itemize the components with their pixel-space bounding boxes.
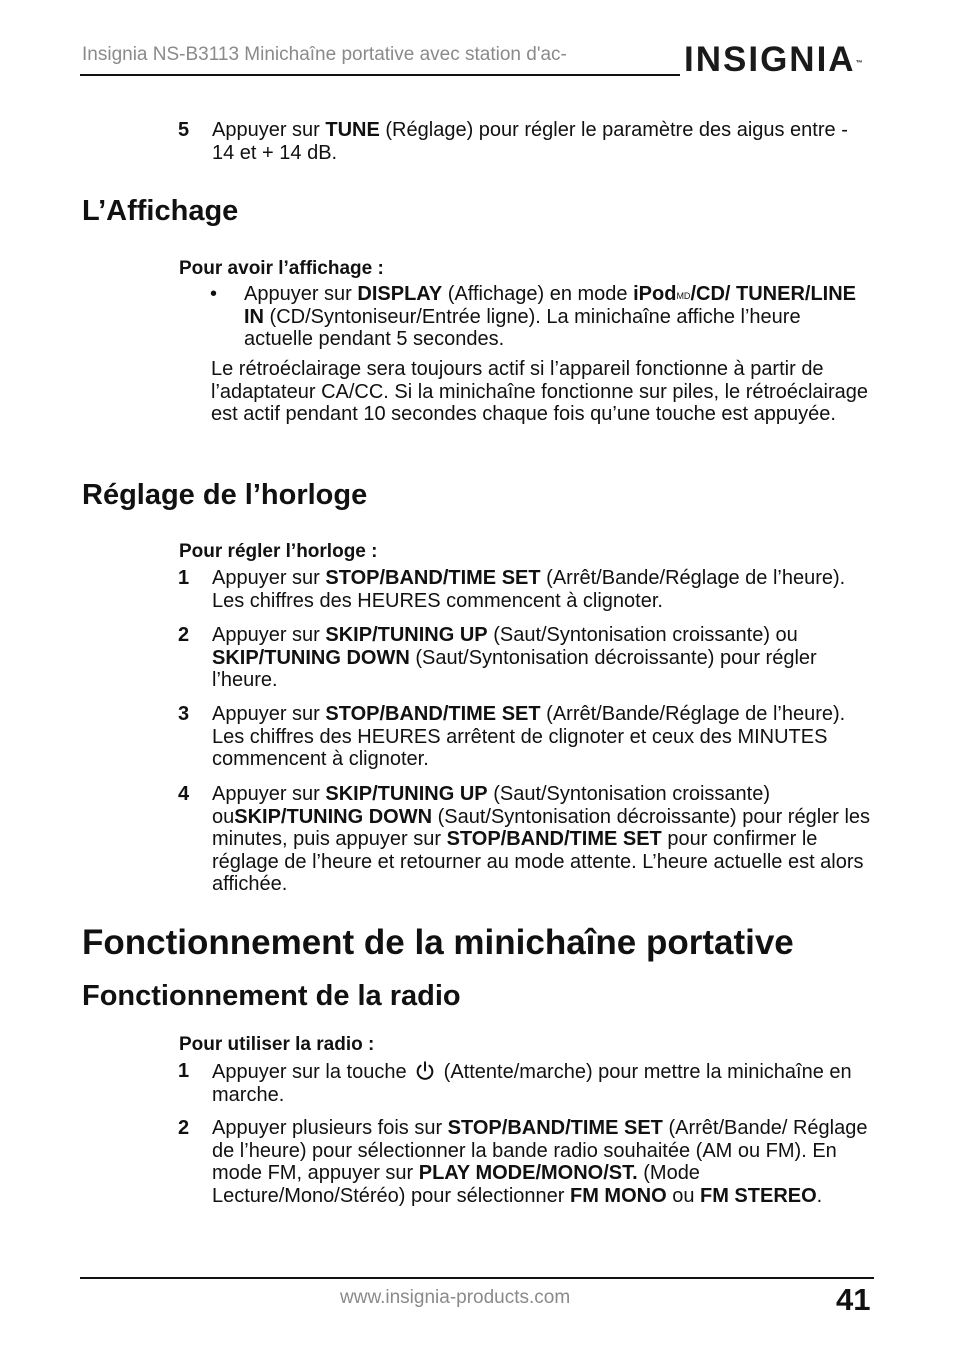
page-number: 41 — [836, 1282, 871, 1317]
heading-radio: Fonctionnement de la radio — [82, 980, 461, 1012]
footer-url: www.insignia-products.com — [340, 1287, 571, 1308]
step-number: 5 — [178, 119, 190, 141]
step-text: Appuyer sur la touche (Attente/marche) pour mettre la minichaîne en marche. — [212, 1061, 852, 1106]
heading-fonctionnement: Fonctionnement de la minichaîne portative — [82, 923, 794, 962]
heading-horloge: Réglage de l’horloge — [82, 479, 368, 511]
md-mark: MD — [676, 291, 691, 301]
bullet-display — [210, 283, 875, 351]
step-text: Appuyer sur SKIP/TUNING UP (Saut/Syntonisation croissante) ouSKIP/TUNING DOWN (Saut/Syntonisation décroissante) pour régler les minutes, puis appuyer sur STOP/BAND/TIME SET pour confirmer le réglage de l’heure et retourner au mode attente. L’heure actuelle est alors affichée. — [212, 783, 871, 895]
subheading-horloge: Pour régler l’horloge : — [179, 541, 378, 562]
step-text: Appuyer sur SKIP/TUNING UP (Saut/Syntonisation croissante) ou SKIP/TUNING DOWN (Saut/Syntonisation décroissante) pour régler l’heure. — [212, 624, 817, 691]
step-number: 1 — [178, 567, 190, 589]
step-horloge-2 — [178, 624, 878, 692]
subheading-radio: Pour utiliser la radio : — [179, 1034, 375, 1055]
logo-trademark: ™ — [855, 60, 863, 67]
logo-text: INSIGNIA — [684, 40, 856, 79]
step-text: Appuyer sur TUNE (Réglage) pour régler le paramètre des aigus entre - 14 et + 14 dB. — [212, 119, 848, 164]
step-tune — [178, 119, 878, 164]
step-text: Appuyer plusieurs fois sur STOP/BAND/TIME SET (Arrêt/Bande/ Réglage de l’heure) pour sélectionner la bande radio souhaitée (AM ou FM). En mode FM, appuyer sur PLAY MODE/MONO/ST. (Mode Lecture/Mono/Stéréo) pour sélectionner FM MONO ou FM STEREO. — [212, 1117, 868, 1207]
step-horloge-3 — [178, 703, 878, 771]
subheading-affichage: Pour avoir l’affichage : — [179, 258, 384, 279]
step-horloge-1 — [178, 567, 878, 612]
step-radio-1 — [178, 1060, 878, 1106]
step-number: 1 — [178, 1060, 190, 1082]
step-text: Appuyer sur STOP/BAND/TIME SET (Arrêt/Bande/Réglage de l’heure). Les chiffres des HEURES arrêtent de clignoter et ceux des MINUTES commencent à clignoter. — [212, 703, 846, 770]
step-text: Appuyer sur STOP/BAND/TIME SET (Arrêt/Bande/Réglage de l’heure). Les chiffres des HEURES commencent à clignoter. — [212, 567, 846, 612]
bullet-text: Appuyer sur DISPLAY (Affichage) en mode iPod$^{MD}$/CD/ TUNER/LINE IN (CD/Syntoniseur/Entrée ligne). La minichaîne affiche l’heure actuelle pendant 5 secondes. — [244, 283, 856, 350]
running-header: Insignia NS-B3113 Minichaîne portative avec station d'ac- — [82, 44, 567, 65]
footer-rule — [80, 1277, 874, 1279]
step-number: 4 — [178, 783, 190, 805]
power-icon — [414, 1060, 436, 1082]
step-radio-2 — [178, 1117, 878, 1207]
step-number: 2 — [178, 624, 190, 646]
insignia-logo — [684, 40, 863, 80]
header-rule — [80, 74, 680, 76]
step-horloge-4 — [178, 783, 878, 896]
heading-affichage: L’Affichage — [82, 195, 239, 227]
bullet-dot: • — [210, 283, 218, 305]
paragraph-retroeclairage: Le rétroéclairage sera toujours actif si l’appareil fonctionne à partir de l’adaptateur CA/CC. Si la minichaîne fonctionne sur piles, le rétroéclairage est actif pendant 10 secondes chaque fois qu’une touche est appuyée. — [211, 358, 869, 425]
step-number: 2 — [178, 1117, 190, 1139]
step-number: 3 — [178, 703, 190, 725]
